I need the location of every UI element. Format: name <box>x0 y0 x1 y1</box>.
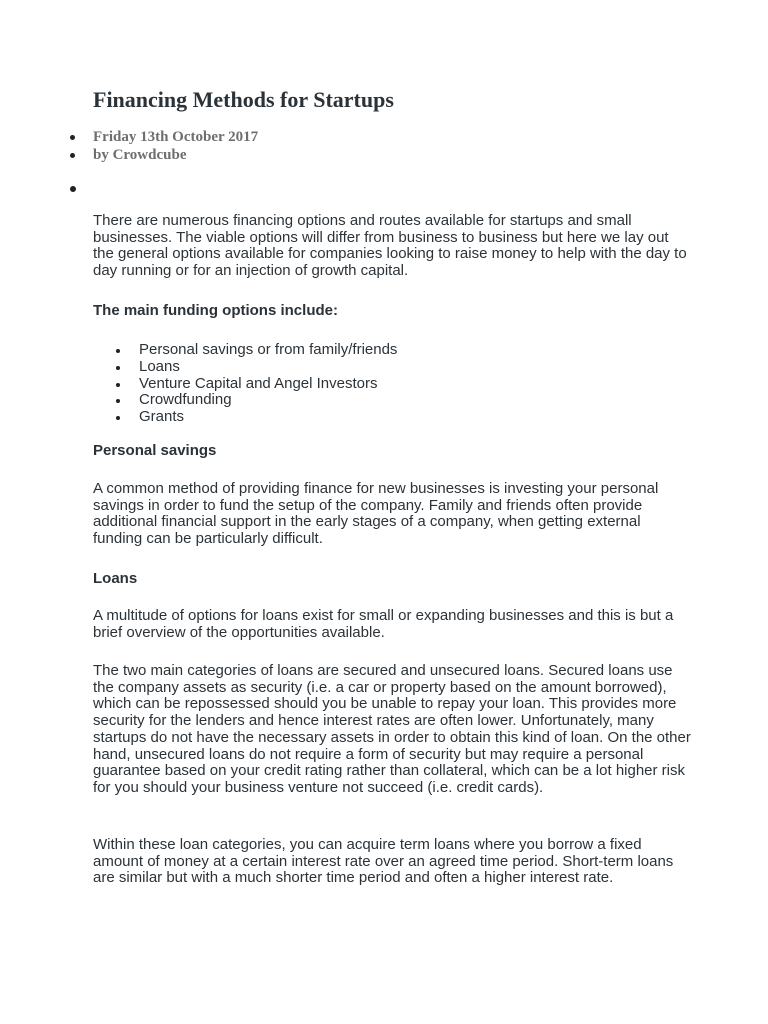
loans-heading: Loans <box>93 570 138 587</box>
bullet-icon <box>116 399 120 403</box>
list-item-text: Loans <box>139 357 180 375</box>
personal-savings-paragraph: A common method of providing finance for new businesses is investing your personal savings in order to fund the setup of the company. Family and friends often provide additional financial support in the early stages of a company, when getting external funding can be particularly difficult. <box>93 480 659 548</box>
list-item-text: Crowdfunding <box>139 391 232 409</box>
bullet-icon <box>116 349 120 353</box>
loans-paragraph-2: The two main categories of loans are secured and unsecured loans. Secured loans use the company assets as security (i.e. a car or property based on the amount borrowed), which can be repossessed should you be unable to repay your loan. This provides more security for the lenders and hence interest rates are often lower. Unfortunately, many startups do not have the necessary assets in order to obtain this kind of loan. On the other hand, unsecured loans do not require a form of security but may require a personal guarantee based on your credit rating rather than collateral, which can be a lot higher risk for you should your business venture not succeed (i.e. credit cards). <box>93 662 691 796</box>
list-item-text: Personal savings or from family/friends <box>139 341 398 358</box>
intro-paragraph: There are numerous financing options and routes available for startups and small businesses. The viable options will differ from business to business but here we lay out the general options available for companies looking to raise money to help with the day to day running or for an injection of growth capital. <box>93 212 687 280</box>
list-item-text: Venture Capital and Angel Investors <box>139 374 378 392</box>
article-title: Financing Methods for Startups <box>93 87 394 112</box>
list-item <box>112 409 397 426</box>
funding-options-list <box>112 342 397 426</box>
list-item <box>112 359 397 376</box>
bullet-icon <box>116 366 120 370</box>
personal-savings-heading: Personal savings <box>93 442 217 459</box>
list-item <box>112 392 397 409</box>
list-item <box>112 376 397 393</box>
article-byline-text: by Crowdcube <box>93 147 187 163</box>
bullet-icon <box>116 383 120 387</box>
loans-paragraph-3: Within these loan categories, you can acquire term loans where you borrow a fixed amount of money at a certain interest rate over an agreed time period. Short-term loans are similar but with a much shorter time period and often a higher interest rate. <box>93 836 674 887</box>
article-date <box>66 128 258 146</box>
main-options-heading: The main funding options include: <box>93 302 338 319</box>
article-date-text: Friday 13th October 2017 <box>93 129 259 145</box>
list-item <box>112 342 397 359</box>
bullet-icon <box>70 153 75 158</box>
article-byline <box>66 146 258 164</box>
empty-bullet-icon <box>70 186 76 192</box>
bullet-icon <box>116 416 120 420</box>
loans-paragraph-1: A multitude of options for loans exist for small or expanding businesses and this is but a brief overview of the opportunities available. <box>93 607 674 641</box>
list-item-text: Grants <box>139 408 185 426</box>
article-meta-list <box>66 128 258 164</box>
bullet-icon <box>70 135 75 140</box>
